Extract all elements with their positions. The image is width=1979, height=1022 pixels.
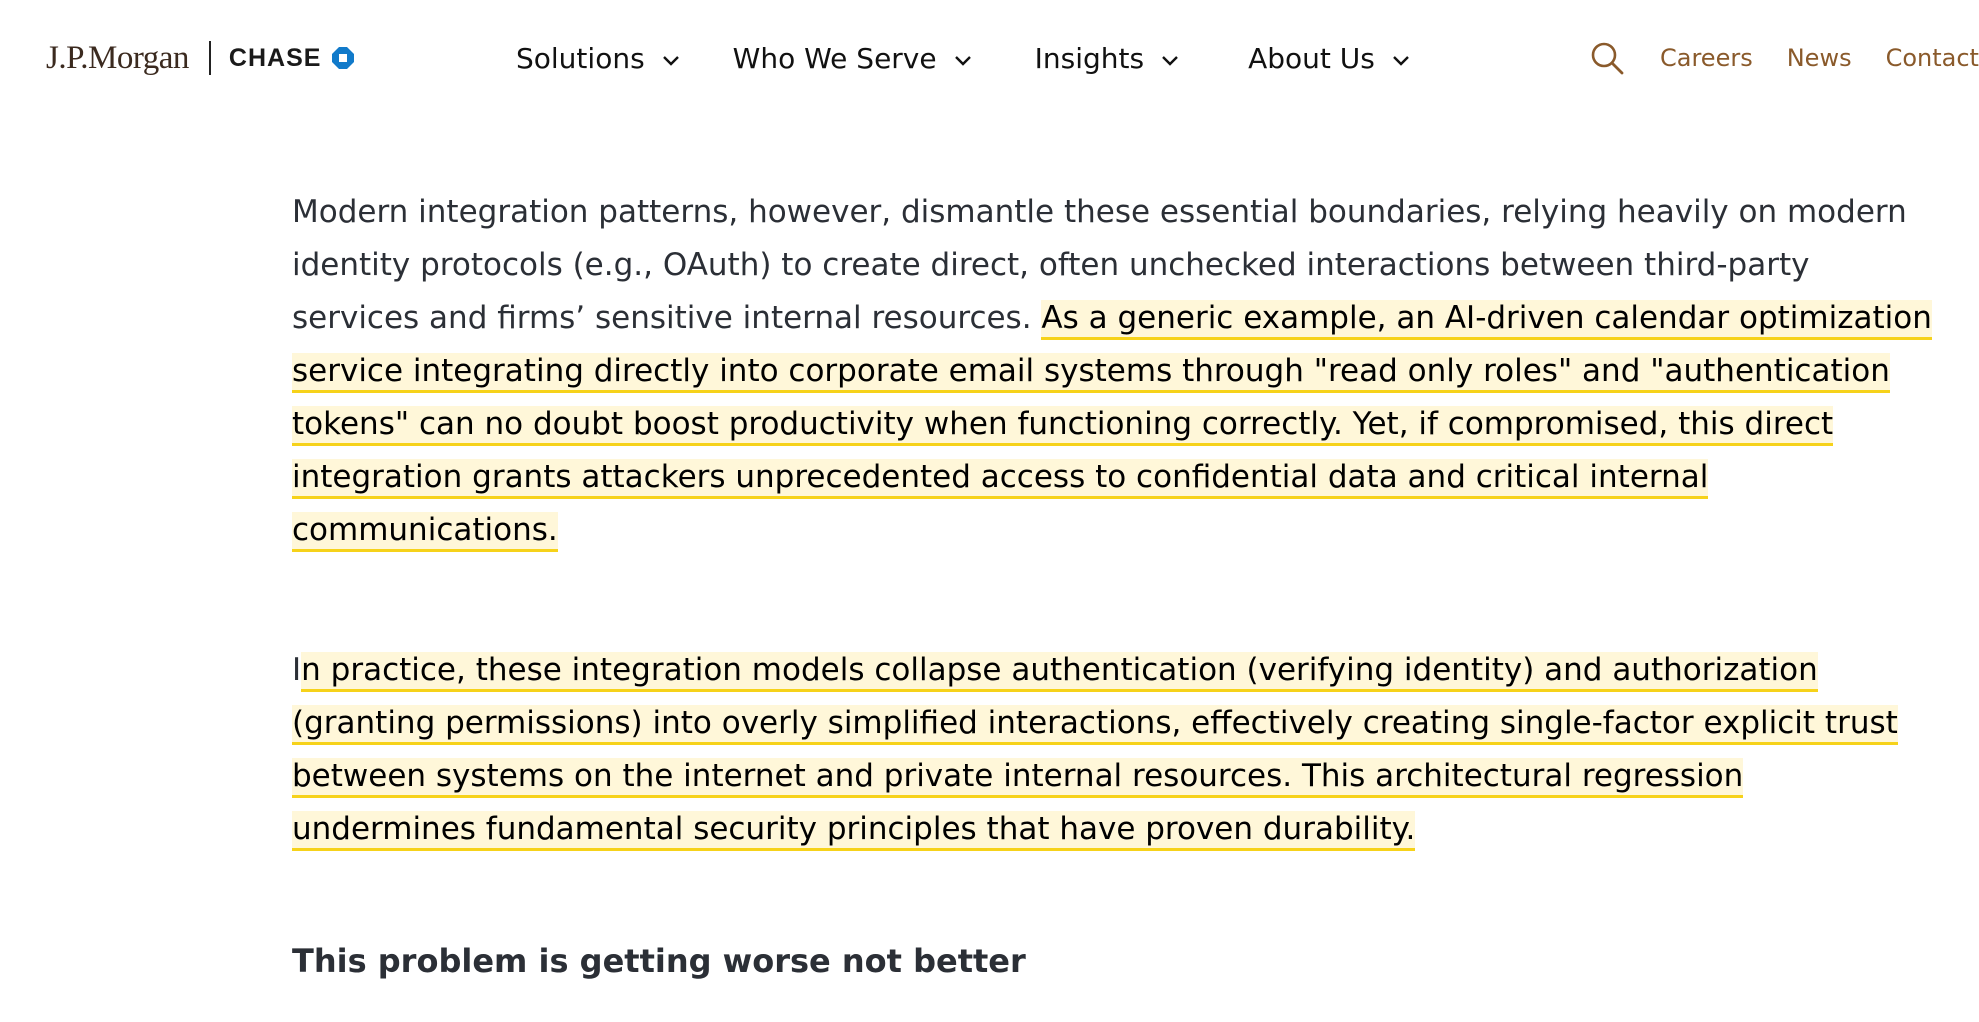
nav-solutions[interactable] xyxy=(516,42,681,75)
article-paragraph xyxy=(292,644,1932,856)
nav-about-us-label: About Us xyxy=(1248,41,1375,75)
chase-wordmark: CHASE xyxy=(228,43,322,72)
chevron-down-icon xyxy=(1391,53,1411,67)
main-nav xyxy=(516,36,1411,80)
paragraph-text: Modern integration patterns, however, dismantle these essential boundaries, relying heavily on modern identity protocols (e.g., OAuth) to create direct, often unchecked interactions between third-party services and firms’ sensitive internal resources. xyxy=(292,194,1907,336)
section-heading: This problem is getting worse not better xyxy=(292,942,1026,980)
logo-divider xyxy=(209,41,211,75)
paragraph-text: I xyxy=(292,652,302,688)
chase-octagon-icon xyxy=(331,46,355,70)
nav-insights[interactable] xyxy=(1035,42,1180,75)
chevron-down-icon xyxy=(953,53,973,67)
article-body xyxy=(292,186,1932,980)
highlighted-text[interactable]: As a generic example, an AI-driven calendar optimization service integrating directly into corporate email systems through "read only roles" and "authentication tokens" can no doubt boost productivity when functioning correctly. Yet, if compromised, this direct integration grants attackers unprecedented access to confidential data and critical internal communications. xyxy=(292,300,1932,552)
site-logo[interactable] xyxy=(46,36,355,80)
article-paragraph xyxy=(292,186,1932,557)
nav-insights-label: Insights xyxy=(1034,41,1145,75)
chevron-down-icon xyxy=(1160,53,1180,67)
careers-link[interactable]: Careers xyxy=(1660,44,1753,72)
nav-who-we-serve-label: Who We Serve xyxy=(732,41,937,75)
nav-about-us[interactable] xyxy=(1248,42,1411,75)
jpmorgan-wordmark: J.P.Morgan xyxy=(46,39,189,76)
contact-link[interactable]: Contact xyxy=(1885,44,1979,72)
highlighted-text[interactable]: n practice, these integration models collapse authentication (verifying identity) and authorization (granting permissions) into overly simplified interactions, effectively creating single-factor explicit trust between systems on the internet and private internal resources. This architectural regression undermines fundamental security principles that have proven durability. xyxy=(292,652,1898,851)
nav-who-we-serve[interactable] xyxy=(733,42,973,75)
search-icon[interactable] xyxy=(1590,41,1624,75)
nav-solutions-label: Solutions xyxy=(516,41,645,75)
chevron-down-icon xyxy=(661,53,681,67)
site-header xyxy=(0,0,1979,116)
news-link[interactable]: News xyxy=(1786,44,1852,72)
utility-nav xyxy=(1590,36,1979,80)
